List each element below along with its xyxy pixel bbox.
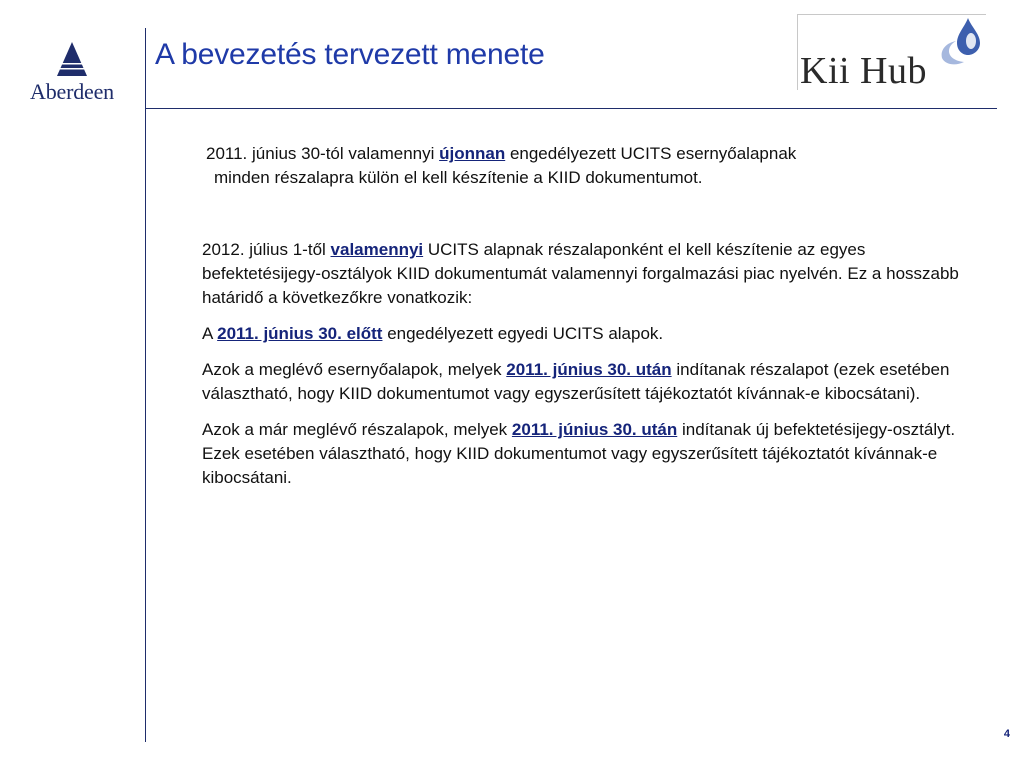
header-divider (145, 108, 997, 109)
list-item-2 (202, 358, 962, 406)
item2-text-post: indítanak részalapot (ezek esetében választható, hogy KIID dokumentumot vagy egyszerűsített tájékoztatót kívánnak-e kibocsátani). (202, 360, 950, 403)
highlight-date-after-1: 2011. június 30. után (506, 360, 672, 379)
item2-text-pre: Azok a meglévő esernyőalapok, melyek (202, 360, 507, 379)
list-item-1 (202, 322, 962, 346)
highlight-valamennyi: valamennyi (330, 240, 424, 259)
item1-text-post: engedélyezett egyedi UCITS alapok. (382, 324, 664, 343)
slide-title: A bevezetés tervezett menete (155, 38, 545, 71)
highlight-date-after-2: 2011. június 30. után (511, 420, 678, 439)
paragraph1-line2: minden részalapra külön el kell készítenie a KIID dokumentumot. (214, 168, 703, 187)
kiihub-wordmark: Kii Hub (800, 50, 927, 92)
paragraph1-text-pre: 2011. június 30-tól valamennyi (206, 144, 440, 163)
water-drop-icon (938, 17, 984, 65)
list-item-3 (202, 418, 962, 490)
item3-text-pre: Azok a már meglévő részalapok, melyek (202, 420, 512, 439)
paragraph-ucits-2012 (202, 238, 962, 490)
paragraph1-line1 (206, 142, 926, 166)
aberdeen-wordmark: Aberdeen (30, 79, 114, 104)
highlight-date-before: 2011. június 30. előtt (217, 324, 383, 343)
paragraph1-text-post: engedélyezett UCITS esernyőalapnak (505, 144, 797, 163)
page-number: 4 (1003, 728, 1010, 740)
highlight-ujonnan: újonnan (439, 144, 506, 163)
paragraph2-intro (202, 238, 962, 310)
aberdeen-logo (20, 42, 124, 106)
kiihub-logo (797, 14, 986, 90)
item1-text-pre: A (202, 324, 218, 343)
aberdeen-triangle-icon (57, 42, 87, 76)
paragraph-ucits-2011 (206, 142, 926, 190)
intro-text-post: UCITS alapnak részalaponként el kell készítenie az egyes befektetésijegy-osztályok KIID dokumentumát valamennyi forgalmazási piac nyelvén. Ez a hosszabb határidő a következőkre vonatkozik: (202, 240, 959, 307)
vertical-divider (145, 28, 146, 742)
item3-text-post: indítanak új befektetésijegy-osztályt. Ezek esetében választható, hogy KIID dokumentumot vagy egyszerűsített tájékoztatót kívánnak-e kibocsátani. (202, 420, 956, 487)
intro-text-pre: 2012. július 1-től (202, 240, 331, 259)
